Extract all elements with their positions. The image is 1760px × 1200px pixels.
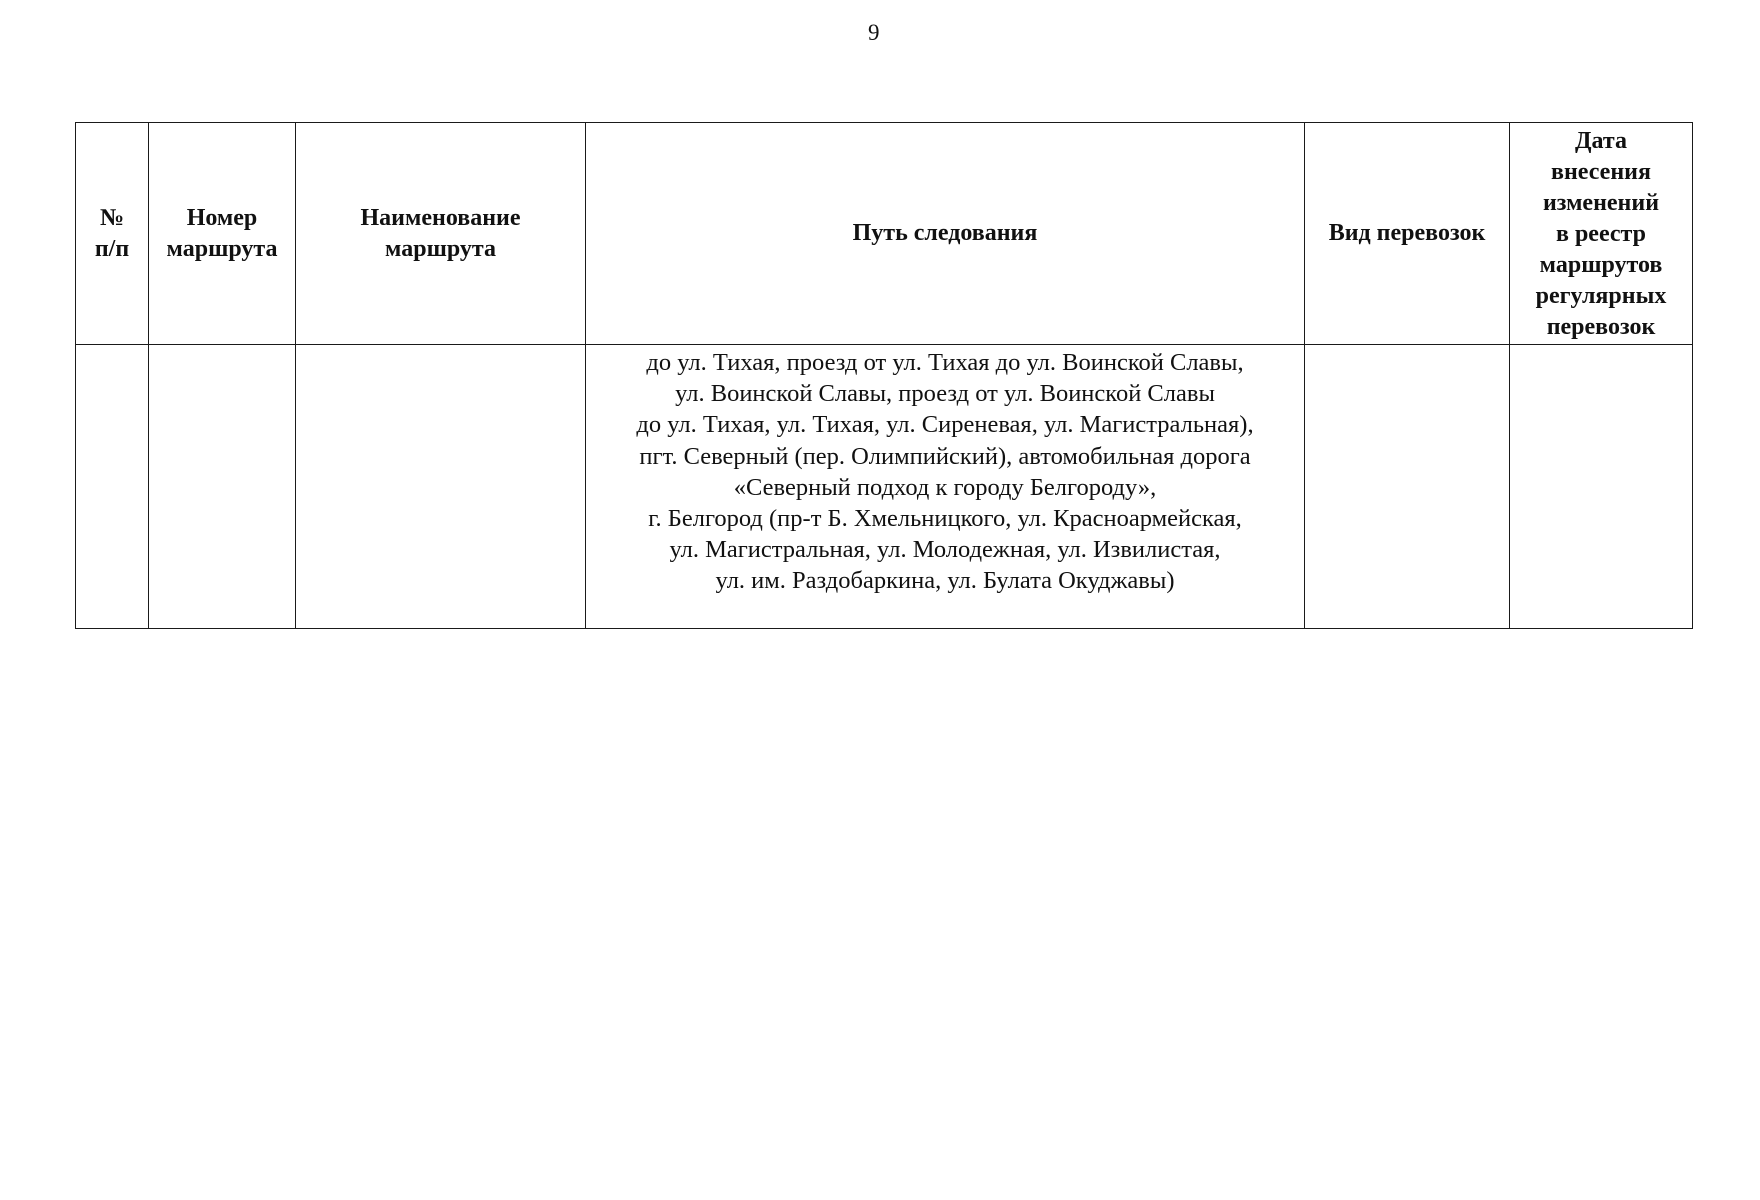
column-header-route-name <box>296 123 586 345</box>
header-text: регулярных <box>1535 283 1667 309</box>
route-path-line: до ул. Тихая, ул. Тихая, ул. Сиреневая, ул. Магистральная), <box>636 411 1254 439</box>
header-text: п/п <box>94 235 130 262</box>
table-header-row <box>76 123 1693 345</box>
cell-index <box>76 345 149 629</box>
cell-transport-type <box>1305 345 1510 629</box>
header-text: в реестр <box>1556 221 1646 247</box>
cell-change-date <box>1510 345 1693 629</box>
header-text: Вид перевозок <box>1328 220 1486 246</box>
route-path-line: ул. Воинской Славы, проезд от ул. Воинской Славы <box>675 380 1215 408</box>
header-text: Путь следования <box>852 220 1038 246</box>
header-text: Наименование <box>360 204 521 231</box>
table-row <box>76 345 1693 629</box>
header-text: маршрута <box>385 235 496 262</box>
route-path-line: «Северный подход к городу Белгороду», <box>733 473 1157 501</box>
page-number-text: 9 <box>868 20 880 45</box>
cell-route-name <box>296 345 586 629</box>
header-text: Дата <box>1575 128 1627 154</box>
header-text: № <box>99 204 125 231</box>
column-header-change-date <box>1510 123 1693 345</box>
cell-route-path <box>586 345 1305 629</box>
header-text: Номер <box>186 204 258 231</box>
header-text: маршрута <box>166 235 278 262</box>
route-path-line: ул. Магистральная, ул. Молодежная, ул. Извилистая, <box>669 536 1221 564</box>
column-header-route-path <box>586 123 1305 345</box>
cell-route-number <box>149 345 296 629</box>
header-text: маршрутов <box>1539 252 1663 278</box>
column-header-index <box>76 123 149 345</box>
route-path-line: ул. им. Раздобаркина, ул. Булата Окуджавы) <box>715 567 1175 595</box>
header-text: изменений <box>1542 190 1660 216</box>
route-path-line: до ул. Тихая, проезд от ул. Тихая до ул. Воинской Славы, <box>646 349 1244 376</box>
route-registry-table <box>75 122 1693 629</box>
route-path-line: г. Белгород (пр-т Б. Хмельницкого, ул. Красноармейская, <box>648 505 1242 533</box>
header-text: перевозок <box>1546 314 1656 340</box>
route-path-line: пгт. Северный (пер. Олимпийский), автомобильная дорога <box>639 442 1251 470</box>
header-text: внесения <box>1551 159 1651 185</box>
column-header-transport-type <box>1305 123 1510 345</box>
column-header-route-number <box>149 123 296 345</box>
